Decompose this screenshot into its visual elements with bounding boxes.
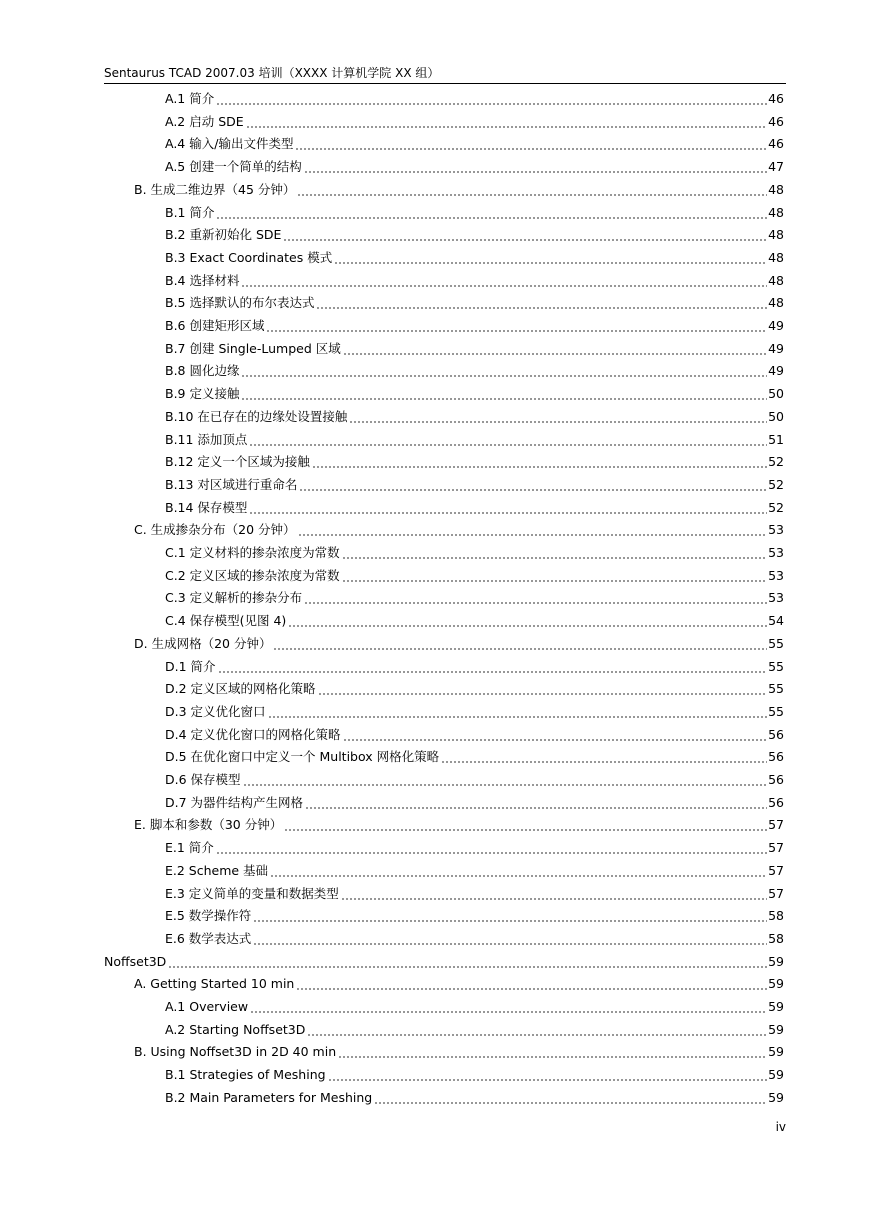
- toc-entry-page-number: 58: [768, 930, 784, 946]
- toc-entry-page-number: 59: [768, 999, 784, 1014]
- toc-entry-page-number: 56: [768, 772, 784, 787]
- toc-entry-title: B.2 重新初始化 SDE: [165, 227, 282, 243]
- toc-dot-leader: [249, 432, 767, 448]
- toc-entry[interactable]: [165, 720, 784, 743]
- toc-dot-leader: [246, 114, 767, 130]
- toc-entry-title: D.7 为器件结构产生网格: [165, 794, 304, 810]
- toc-dot-leader: [342, 545, 767, 561]
- toc-entry-page-number: 57: [768, 817, 784, 833]
- toc-entry-title: B.7 创建 Single-Lumped 区域: [165, 340, 341, 356]
- toc-entry-title: E.6 数学表达式: [165, 930, 252, 946]
- toc-dot-leader: [298, 522, 767, 538]
- toc-entry-title: B.11 添加顶点: [165, 431, 248, 447]
- toc-dot-leader: [343, 727, 767, 743]
- toc-entry-title: B.13 对区域进行重命名: [165, 476, 298, 492]
- toc-entry[interactable]: [165, 538, 784, 561]
- toc-entry-page-number: 59: [768, 1089, 784, 1105]
- toc-entry[interactable]: [165, 425, 784, 448]
- toc-entry[interactable]: [165, 765, 784, 788]
- toc-entry[interactable]: [165, 493, 784, 516]
- running-header: Sentaurus TCAD 2007.03 培训（XXXX 计算机学院 XX 组）: [104, 66, 440, 80]
- toc-entry-page-number: 56: [768, 794, 784, 810]
- toc-entry-page-number: 48: [768, 295, 784, 311]
- toc-entry[interactable]: [165, 992, 784, 1015]
- toc-entry-title: E.5 数学操作符: [165, 908, 252, 924]
- toc-entry-page-number: 46: [768, 113, 784, 129]
- toc-entry[interactable]: [165, 334, 784, 357]
- toc-entry[interactable]: [134, 810, 784, 833]
- toc-entry-page-number: 57: [768, 840, 784, 856]
- toc-entry-title: C.1 定义材料的掺杂浓度为常数: [165, 545, 340, 560]
- toc-dot-leader: [316, 295, 767, 311]
- toc-entry-page-number: 59: [768, 1044, 784, 1060]
- toc-entry-page-number: 50: [768, 408, 784, 424]
- toc-dot-leader: [307, 1022, 767, 1038]
- toc-entry[interactable]: [165, 1015, 784, 1038]
- toc-entry-page-number: 54: [768, 613, 784, 629]
- toc-entry[interactable]: [134, 1037, 784, 1060]
- toc-entry-title: B.3 Exact Coordinates 模式: [165, 249, 333, 265]
- toc-entry-page-number: 46: [768, 91, 784, 106]
- toc-entry-title: B.5 选择默认的布尔表达式: [165, 295, 315, 311]
- toc-entry-title: A.2 Starting Noffset3D: [165, 1021, 306, 1037]
- toc-entry[interactable]: [165, 84, 784, 107]
- toc-entry-page-number: 48: [768, 204, 784, 220]
- toc-dot-leader: [268, 704, 767, 720]
- toc-entry-title: B.6 创建矩形区域: [165, 318, 265, 333]
- toc-entry-title: Noffset3D: [104, 953, 167, 969]
- toc-entry-title: B.1 Strategies of Meshing: [165, 1067, 326, 1083]
- toc-dot-leader: [253, 931, 767, 947]
- toc-dot-leader: [243, 772, 767, 788]
- toc-entry-title: E. 脚本和参数（30 分钟）: [134, 817, 283, 833]
- toc-dot-leader: [349, 409, 767, 425]
- toc-dot-leader: [299, 477, 767, 493]
- toc-entry[interactable]: [134, 969, 784, 992]
- toc-entry-title: D.3 定义优化窗口: [165, 703, 266, 719]
- toc-entry-title: A. Getting Started 10 min: [134, 976, 295, 992]
- toc-entry[interactable]: [165, 152, 784, 175]
- toc-entry[interactable]: [165, 674, 784, 697]
- toc-entry[interactable]: [165, 107, 784, 130]
- toc-entry-page-number: 56: [768, 749, 784, 765]
- toc-entry-page-number: 49: [768, 363, 784, 379]
- toc-entry[interactable]: [165, 901, 784, 924]
- toc-entry-title: E.2 Scheme 基础: [165, 862, 269, 878]
- toc-entry-title: B.8 圆化边缘: [165, 363, 240, 379]
- toc-dot-leader: [328, 1067, 767, 1083]
- toc-entry-page-number: 48: [768, 227, 784, 243]
- toc-entry[interactable]: [165, 697, 784, 720]
- toc-entry-title: E.1 简介: [165, 840, 214, 856]
- toc-dot-leader: [295, 136, 767, 152]
- toc-entry-page-number: 53: [768, 522, 784, 538]
- toc-entry-title: B.12 定义一个区域为接触: [165, 454, 310, 470]
- toc-entry-page-number: 57: [768, 885, 784, 901]
- toc-entry[interactable]: [165, 311, 784, 334]
- toc-entry-page-number: 55: [768, 635, 784, 651]
- toc-entry-page-number: 59: [768, 1067, 784, 1083]
- toc-entry-page-number: 48: [768, 272, 784, 288]
- toc-entry-page-number: 48: [768, 249, 784, 265]
- toc-entry[interactable]: [165, 1083, 784, 1106]
- toc-entry-title: B. Using Noffset3D in 2D 40 min: [134, 1044, 337, 1060]
- toc-dot-leader: [249, 500, 767, 516]
- toc-entry-page-number: 49: [768, 318, 784, 333]
- toc-dot-leader: [343, 341, 767, 357]
- toc-entry-title: B.10 在已存在的边缘处设置接触: [165, 408, 348, 424]
- toc-dot-leader: [241, 386, 767, 402]
- toc-dot-leader: [250, 999, 767, 1015]
- toc-dot-leader: [216, 840, 767, 856]
- toc-entry[interactable]: [165, 288, 784, 311]
- toc-entry[interactable]: [134, 175, 784, 198]
- toc-dot-leader: [288, 613, 767, 629]
- toc-dot-leader: [241, 363, 767, 379]
- toc-entry-title: B.1 简介: [165, 204, 215, 220]
- toc-entry[interactable]: [165, 606, 784, 629]
- toc-entry[interactable]: [165, 856, 784, 879]
- toc-entry-title: B.14 保存模型: [165, 499, 248, 515]
- toc-entry-page-number: 55: [768, 681, 784, 697]
- toc-dot-leader: [304, 590, 767, 606]
- toc-dot-leader: [216, 91, 767, 107]
- toc-entry-page-number: 55: [768, 703, 784, 719]
- toc-entry[interactable]: [134, 629, 784, 652]
- toc-entry-page-number: 50: [768, 386, 784, 402]
- toc-entry-page-number: 47: [768, 159, 784, 175]
- toc-dot-leader: [334, 250, 767, 266]
- toc-dot-leader: [266, 318, 767, 334]
- toc-entry[interactable]: [165, 129, 784, 152]
- toc-entry[interactable]: [165, 788, 784, 811]
- toc-dot-leader: [270, 863, 767, 879]
- toc-dot-leader: [305, 795, 767, 811]
- toc-entry-title: A.4 输入/输出文件类型: [165, 136, 294, 152]
- toc-entry-title: C.4 保存模型(见图 4): [165, 613, 287, 629]
- toc-entry-title: B.4 选择材料: [165, 272, 240, 288]
- toc-entry-page-number: 48: [768, 181, 784, 197]
- toc-entry-title: D.4 定义优化窗口的网格化策略: [165, 726, 341, 742]
- toc-entry-page-number: 55: [768, 658, 784, 674]
- toc-entry-title: A.5 创建一个简单的结构: [165, 159, 302, 175]
- toc-entry-title: D.1 简介: [165, 658, 216, 674]
- toc-dot-leader: [273, 636, 767, 652]
- toc-entry-title: A.2 启动 SDE: [165, 113, 244, 129]
- toc-entry-page-number: 57: [768, 862, 784, 878]
- page-number: iv: [775, 1120, 786, 1134]
- toc-dot-leader: [441, 749, 767, 765]
- toc-dot-leader: [318, 681, 767, 697]
- toc-dot-leader: [283, 227, 767, 243]
- toc-entry[interactable]: [165, 583, 784, 606]
- toc-entry[interactable]: [165, 447, 784, 470]
- toc-dot-leader: [374, 1090, 767, 1106]
- toc-dot-leader: [168, 954, 767, 970]
- toc-entry-title: B. 生成二维边界（45 分钟）: [134, 181, 296, 197]
- toc-entry-title: D.5 在优化窗口中定义一个 Multibox 网格化策略: [165, 749, 440, 765]
- toc-entry-title: D.2 定义区域的网格化策略: [165, 681, 316, 697]
- toc-entry[interactable]: [165, 198, 784, 221]
- toc-entry-page-number: 49: [768, 340, 784, 356]
- toc-entry-title: C.3 定义解析的掺杂分布: [165, 590, 303, 606]
- toc-entry-title: B.9 定义接触: [165, 386, 240, 402]
- toc-dot-leader: [297, 182, 767, 198]
- toc-dot-leader: [296, 976, 767, 992]
- toc-dot-leader: [253, 908, 767, 924]
- toc-entry[interactable]: [165, 220, 784, 243]
- toc-dot-leader: [342, 568, 767, 584]
- toc-entry-title: E.3 定义简单的变量和数据类型: [165, 885, 339, 901]
- toc-entry[interactable]: [165, 924, 784, 947]
- toc-entry-page-number: 58: [768, 908, 784, 924]
- toc-entry-title: A.1 Overview: [165, 999, 249, 1014]
- toc-entry[interactable]: [165, 561, 784, 584]
- toc-entry-title: D. 生成网格（20 分钟）: [134, 635, 272, 651]
- toc-entry-page-number: 46: [768, 136, 784, 152]
- toc-entry-page-number: 52: [768, 476, 784, 492]
- toc-entry-page-number: 53: [768, 567, 784, 583]
- toc-entry-page-number: 59: [768, 953, 784, 969]
- toc-entry[interactable]: [165, 742, 784, 765]
- toc-entry-page-number: 59: [768, 1021, 784, 1037]
- toc-dot-leader: [218, 659, 767, 675]
- toc-entry[interactable]: [165, 402, 784, 425]
- toc-entry-title: C.2 定义区域的掺杂浓度为常数: [165, 567, 340, 583]
- toc-dot-leader: [341, 886, 767, 902]
- toc-entry[interactable]: [134, 515, 784, 538]
- toc-entry[interactable]: [104, 947, 784, 970]
- toc-entry[interactable]: [165, 470, 784, 493]
- toc-entry-page-number: 56: [768, 726, 784, 742]
- toc-dot-leader: [312, 454, 767, 470]
- toc-entry[interactable]: [165, 1060, 784, 1083]
- toc-dot-leader: [338, 1044, 767, 1060]
- toc-entry[interactable]: [165, 879, 784, 902]
- toc-entry-title: B.2 Main Parameters for Meshing: [165, 1089, 373, 1105]
- toc-entry-page-number: 53: [768, 590, 784, 606]
- toc-entry[interactable]: [165, 652, 784, 675]
- toc-dot-leader: [304, 159, 767, 175]
- toc-entry-page-number: 53: [768, 545, 784, 560]
- toc-entry[interactable]: [165, 266, 784, 289]
- toc-entry[interactable]: [165, 379, 784, 402]
- toc-entry-page-number: 59: [768, 976, 784, 992]
- toc-dot-leader: [216, 205, 767, 221]
- toc-dot-leader: [284, 817, 767, 833]
- toc-entry[interactable]: [165, 356, 784, 379]
- toc-entry[interactable]: [165, 833, 784, 856]
- toc-entry-title: C. 生成掺杂分布（20 分钟）: [134, 522, 296, 538]
- toc-entry-page-number: 51: [768, 431, 784, 447]
- toc-dot-leader: [241, 273, 767, 289]
- toc-entry[interactable]: [165, 243, 784, 266]
- toc-entry-page-number: 52: [768, 499, 784, 515]
- toc-entry-page-number: 52: [768, 454, 784, 470]
- toc-entry-title: A.1 简介: [165, 91, 215, 106]
- toc-entry-title: D.6 保存模型: [165, 772, 241, 787]
